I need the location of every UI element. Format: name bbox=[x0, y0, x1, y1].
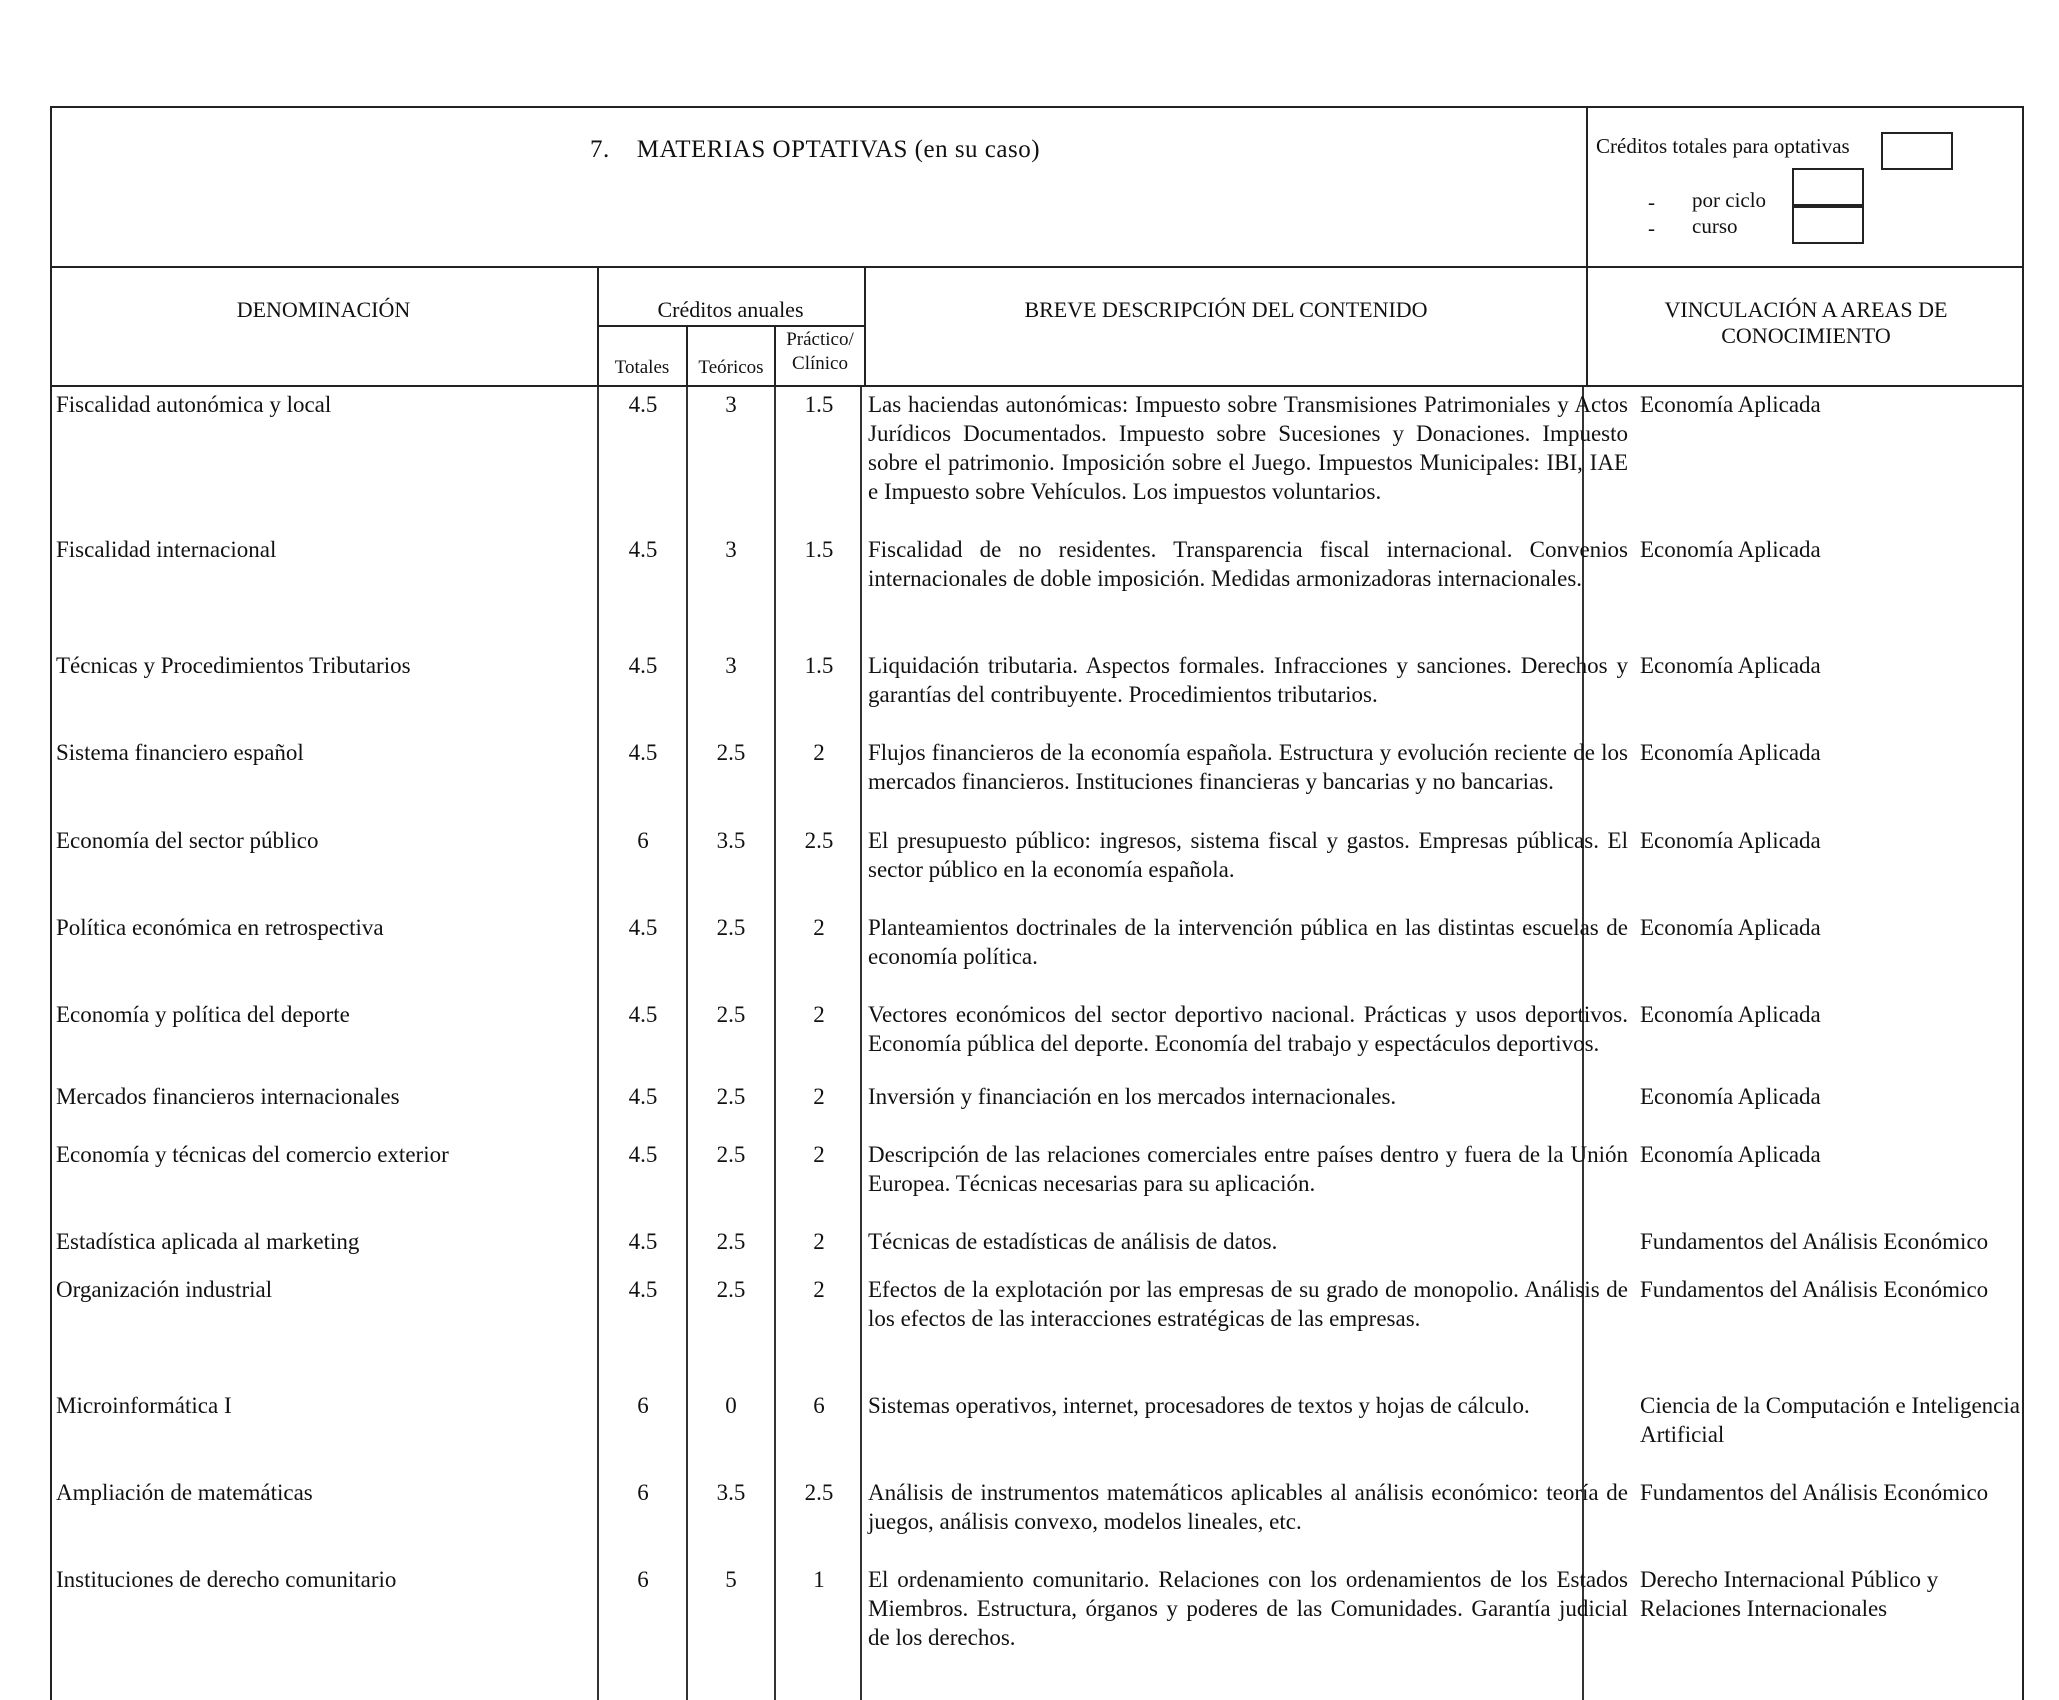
knowledge-area-text: Economía Aplicada bbox=[1640, 1142, 1821, 1167]
credits-totales: 4.5 bbox=[628, 653, 658, 678]
credits-practicos: 2 bbox=[813, 1277, 825, 1302]
subject-name: Economía y técnicas del comercio exterior bbox=[56, 1142, 449, 1167]
knowledge-area-text: Derecho Internacional Público y Relaciones Internacionales bbox=[1640, 1567, 1939, 1621]
subject-name: Instituciones de derecho comunitario bbox=[56, 1567, 397, 1592]
knowledge-area bbox=[1590, 1478, 2020, 1507]
knowledge-area bbox=[1590, 651, 2020, 680]
subject-name: Mercados financieros internacionales bbox=[56, 1084, 400, 1109]
knowledge-area bbox=[1590, 738, 2020, 767]
credits-totales: 6 bbox=[637, 828, 649, 853]
col-totales: Totales bbox=[614, 357, 670, 378]
credits-totales: 4.5 bbox=[628, 1277, 658, 1302]
knowledge-area-text: Fundamentos del Análisis Económico bbox=[1640, 1277, 1989, 1302]
knowledge-area bbox=[1590, 1140, 2020, 1169]
knowledge-area-text: Fundamentos del Análisis Económico bbox=[1640, 1480, 1989, 1505]
col-denominacion: DENOMINACIÓN bbox=[236, 297, 411, 322]
subject-name: Política económica en retrospectiva bbox=[56, 915, 384, 940]
credits-practicos: 2.5 bbox=[804, 1480, 834, 1505]
knowledge-area-text: Economía Aplicada bbox=[1640, 1084, 1821, 1109]
col-practico-line1: Práctico/ bbox=[786, 329, 854, 350]
credits-total-field[interactable] bbox=[1881, 132, 1953, 170]
credits-teoricos: 3.5 bbox=[716, 828, 746, 853]
knowledge-area bbox=[1590, 1000, 2020, 1029]
credits-teoricos: 3.5 bbox=[716, 1480, 746, 1505]
subject-description: Inversión y financiación en los mercados internacionales. bbox=[868, 1084, 1397, 1109]
credits-teoricos: 2.5 bbox=[716, 740, 746, 765]
subject-description: Descripción de las relaciones comerciales entre países dentro y fuera de la Unión Europea. Técnicas necesarias para su aplicación. bbox=[868, 1142, 1628, 1196]
credits-practicos: 6 bbox=[813, 1393, 825, 1418]
subject-name: Fiscalidad internacional bbox=[56, 537, 277, 562]
credits-practicos: 2 bbox=[813, 1002, 825, 1027]
col-practico-line2: Clínico bbox=[792, 352, 848, 374]
subject-description: Planteamientos doctrinales de la intervención pública en las distintas escuelas de economía política. bbox=[868, 915, 1628, 969]
knowledge-area bbox=[1590, 1227, 2020, 1256]
knowledge-area-text: Economía Aplicada bbox=[1640, 392, 1821, 417]
credits-teoricos: 2.5 bbox=[716, 1277, 746, 1302]
section-number: 7. bbox=[590, 136, 610, 163]
credits-practicos: 2.5 bbox=[804, 828, 834, 853]
credits-practicos: 2 bbox=[813, 1229, 825, 1254]
col-vinculacion-line2: CONOCIMIENTO bbox=[1721, 323, 1891, 348]
credits-practicos: 1.5 bbox=[804, 392, 834, 417]
section-header bbox=[50, 106, 2024, 268]
per-course-label: curso bbox=[1692, 214, 1738, 238]
subject-description: Liquidación tributaria. Aspectos formales. Infracciones y sanciones. Derechos y garantías del contribuyente. Procedimientos tributarios. bbox=[868, 653, 1628, 707]
credits-totales: 6 bbox=[637, 1393, 649, 1418]
credits-practicos: 1.5 bbox=[804, 653, 834, 678]
knowledge-area-text: Economía Aplicada bbox=[1640, 828, 1821, 853]
col-practico bbox=[776, 328, 864, 376]
subject-name: Organización industrial bbox=[56, 1277, 273, 1302]
credits-totales: 4.5 bbox=[628, 740, 658, 765]
knowledge-area-text: Fundamentos del Análisis Económico bbox=[1640, 1229, 1989, 1254]
per-cycle-field[interactable] bbox=[1792, 168, 1864, 206]
credits-teoricos: 0 bbox=[725, 1393, 737, 1418]
col-creditos-anuales: Créditos anuales bbox=[657, 297, 804, 322]
credits-totales: 4.5 bbox=[628, 392, 658, 417]
knowledge-area bbox=[1590, 826, 2020, 855]
header-col-line-4 bbox=[864, 268, 866, 387]
knowledge-area-text: Economía Aplicada bbox=[1640, 740, 1821, 765]
subject-description: Técnicas de estadísticas de análisis de datos. bbox=[868, 1229, 1278, 1254]
knowledge-area bbox=[1590, 913, 2020, 942]
credits-teoricos: 2.5 bbox=[716, 1002, 746, 1027]
credits-practicos: 2 bbox=[813, 740, 825, 765]
subject-name: Estadística aplicada al marketing bbox=[56, 1229, 360, 1254]
subject-description: Las haciendas autonómicas: Impuesto sobre Transmisiones Patrimoniales y Actos Jurídicos Documentados. Impuesto sobre Sucesiones y Donaciones. Impuesto sobre el patrimonio. Imposición sobre el Juego. Impuestos Municipales: IBI, IAE e Impuesto sobre Vehículos. Los impuestos voluntarios. bbox=[868, 392, 1628, 504]
credits-totales: 4.5 bbox=[628, 1002, 658, 1027]
col-teoricos: Teóricos bbox=[698, 357, 764, 378]
credits-totales: 4.5 bbox=[628, 1142, 658, 1167]
subject-description: Sistemas operativos, internet, procesadores de textos y hojas de cálculo. bbox=[868, 1393, 1530, 1418]
subject-name: Microinformática I bbox=[56, 1393, 232, 1418]
subject-name: Técnicas y Procedimientos Tributarios bbox=[56, 653, 411, 678]
knowledge-area bbox=[1590, 1565, 2020, 1623]
credits-practicos: 2 bbox=[813, 1084, 825, 1109]
knowledge-area-text: Economía Aplicada bbox=[1640, 1002, 1821, 1027]
credits-totales: 6 bbox=[637, 1480, 649, 1505]
credits-totales: 6 bbox=[637, 1567, 649, 1592]
subject-name: Economía y política del deporte bbox=[56, 1002, 350, 1027]
knowledge-area bbox=[1590, 535, 2020, 564]
col-vinculacion-line1: VINCULACIÓN A AREAS DE bbox=[1664, 297, 1948, 322]
subject-name: Economía del sector público bbox=[56, 828, 319, 853]
section-title-text: MATERIAS OPTATIVAS (en su caso) bbox=[636, 136, 1041, 163]
credits-total-label: Créditos totales para optativas bbox=[1596, 134, 1850, 158]
knowledge-area bbox=[1590, 1275, 2020, 1304]
subject-description: Vectores económicos del sector deportivo nacional. Prácticas y usos deportivos. Economía pública del deporte. Economía del trabajo y espectáculos deportivos. bbox=[868, 1002, 1628, 1056]
credits-teoricos: 2.5 bbox=[716, 1229, 746, 1254]
credits-totales: 4.5 bbox=[628, 915, 658, 940]
subject-description: El ordenamiento comunitario. Relaciones con los ordenamientos de los Estados Miembros. Estructura, órganos y poderes de las Comunidades. Garantía judicial de los derechos. bbox=[868, 1567, 1628, 1650]
knowledge-area bbox=[1590, 1391, 2020, 1449]
credits-practicos: 2 bbox=[813, 1142, 825, 1167]
header-bottom-rule bbox=[50, 385, 2024, 387]
dash-ciclo: - bbox=[1648, 190, 1655, 214]
section-title bbox=[590, 136, 1040, 164]
credits-teoricos: 3 bbox=[725, 392, 737, 417]
credits-totales: 4.5 bbox=[628, 1229, 658, 1254]
knowledge-area bbox=[1590, 1082, 2020, 1111]
credits-teoricos: 5 bbox=[725, 1567, 737, 1592]
credits-teoricos: 3 bbox=[725, 537, 737, 562]
knowledge-area bbox=[1590, 390, 2020, 419]
dash-curso: - bbox=[1648, 216, 1655, 240]
per-course-field[interactable] bbox=[1792, 206, 1864, 244]
subject-name: Ampliación de matemáticas bbox=[56, 1480, 313, 1505]
col-vinculacion bbox=[1588, 297, 2024, 349]
section-header-divider bbox=[1586, 106, 1588, 268]
credits-practicos: 1.5 bbox=[804, 537, 834, 562]
knowledge-area-text: Economía Aplicada bbox=[1640, 537, 1821, 562]
credits-teoricos: 2.5 bbox=[716, 915, 746, 940]
header-sub-rule bbox=[597, 325, 865, 327]
credits-practicos: 1 bbox=[813, 1567, 825, 1592]
subject-description: Efectos de la explotación por las empresas de su grado de monopolio. Análisis de los efectos de las interacciones estratégicas de las empresas. bbox=[868, 1277, 1628, 1331]
credits-teoricos: 2.5 bbox=[716, 1142, 746, 1167]
credits-totales: 4.5 bbox=[628, 537, 658, 562]
credits-teoricos: 3 bbox=[725, 653, 737, 678]
subject-name: Fiscalidad autonómica y local bbox=[56, 392, 332, 417]
subject-description: Flujos financieros de la economía española. Estructura y evolución reciente de los mercados financieros. Instituciones financieras y bancarias y no bancarias. bbox=[868, 740, 1628, 794]
subject-description: El presupuesto público: ingresos, sistema fiscal y gastos. Empresas públicas. El sector público en la economía española. bbox=[868, 828, 1628, 882]
knowledge-area-text: Ciencia de la Computación e Inteligencia Artificial bbox=[1640, 1393, 2020, 1447]
subject-name: Sistema financiero español bbox=[56, 740, 304, 765]
credits-totales: 4.5 bbox=[628, 1084, 658, 1109]
subject-description: Análisis de instrumentos matemáticos aplicables al análisis económico: teoría de juegos, análisis convexo, modelos lineales, etc. bbox=[868, 1480, 1628, 1534]
per-cycle-label: por ciclo bbox=[1692, 188, 1767, 212]
knowledge-area-text: Economía Aplicada bbox=[1640, 915, 1821, 940]
col-descripcion: BREVE DESCRIPCIÓN DEL CONTENIDO bbox=[1024, 297, 1428, 322]
subject-description: Fiscalidad de no residentes. Transparencia fiscal internacional. Convenios internacionales de doble imposición. Medidas armonizadoras internacionales. bbox=[868, 537, 1628, 591]
knowledge-area-text: Economía Aplicada bbox=[1640, 653, 1821, 678]
credits-teoricos: 2.5 bbox=[716, 1084, 746, 1109]
credits-practicos: 2 bbox=[813, 915, 825, 940]
